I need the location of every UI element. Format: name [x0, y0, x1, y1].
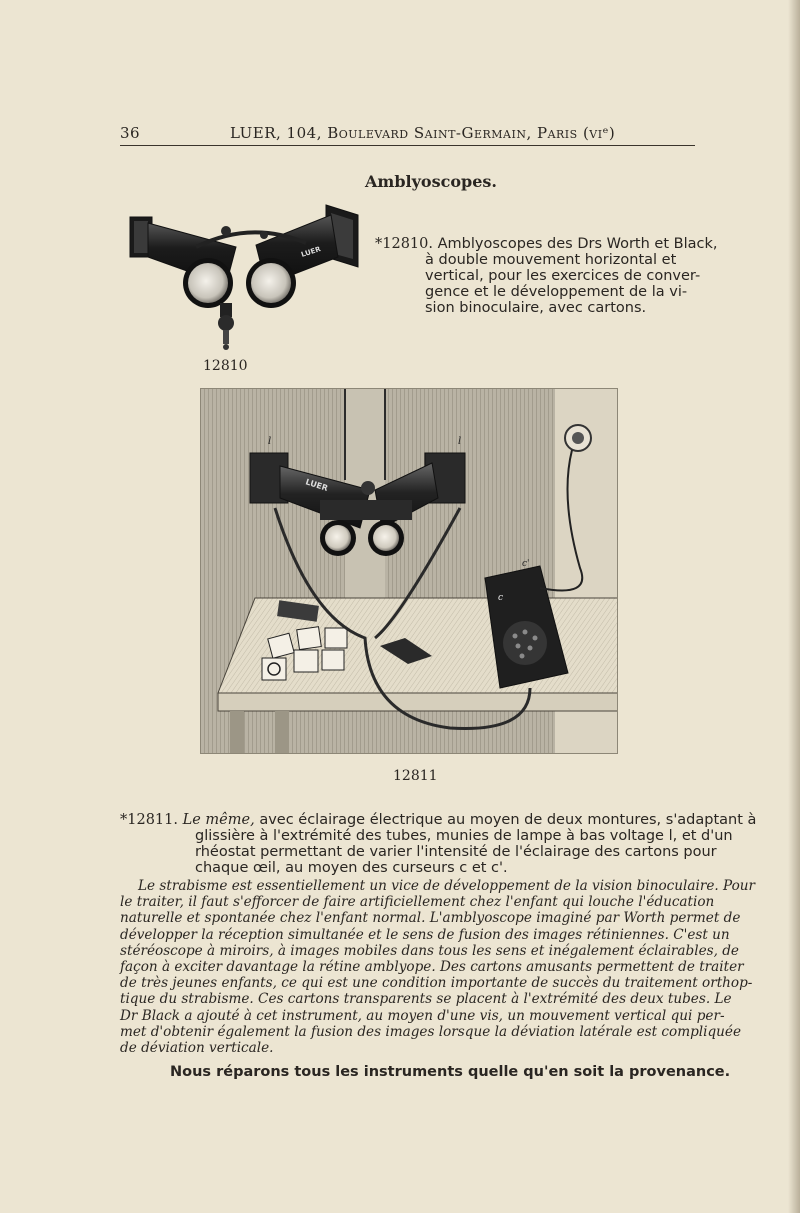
figure-label-12811: 12811: [393, 768, 438, 784]
paragraph-line: Dr Black a ajouté à cet instrument, au moyen d'une vis, un mouvement vertical qui per-: [120, 1007, 725, 1024]
item-12811-description: [120, 812, 757, 876]
paragraph-line: le traiter, il faut s'efforcer de faire artificiellement chez l'enfant qui louche l'éducation: [120, 894, 715, 911]
item-12810-description: [375, 236, 718, 316]
page-number: 36: [120, 124, 141, 142]
cursor-label: c': [522, 559, 530, 569]
item-line: sion binoculaire, avec cartons.: [425, 300, 647, 316]
svg-text:LUER: LUER: [300, 245, 322, 259]
header-rule: [120, 145, 695, 146]
item-line: rhéostat permettant de varier l'intensité de l'éclairage des cartons pour: [195, 844, 717, 860]
repair-notice: Nous réparons tous les instruments quelle qu'en soit la provenance.: [170, 1064, 731, 1080]
paragraph-line: de très jeunes enfants, ce qui est une condition importante de succès du traitement orthop-: [120, 975, 753, 992]
strabismus-paragraph: [120, 878, 756, 1057]
paragraph-line: naturelle et spontanée chez l'enfant normal. L'amblyoscope imaginé par Worth permet de: [120, 910, 741, 927]
item-line: avec éclairage électrique au moyen de deux montures, s'adaptant à: [259, 812, 757, 828]
section-title: Amblyoscopes.: [365, 172, 497, 191]
running-header: [120, 124, 695, 146]
paragraph-line: de déviation verticale.: [120, 1040, 274, 1057]
item-line: chaque œil, au moyen des curseurs c et c'.: [195, 860, 508, 876]
amblyoscope-12811-illustration: [200, 388, 618, 754]
cursor-label: c: [498, 593, 504, 603]
item-number: *12810.: [375, 236, 433, 252]
paragraph-line: développer la réception simultanée et le sens de fusion des images rétiniennes. C'est un: [120, 926, 730, 943]
lamp-label: l: [458, 436, 462, 447]
item-number: *12811.: [120, 812, 178, 828]
running-title: LUER, 104, Boulevard Saint-Germain, Paris (viᵉ): [230, 124, 616, 142]
page-edge-shadow: [788, 0, 800, 1213]
paragraph-line: stéréoscope à miroirs, à images mobiles dans tous les sens et inégalement éclairables, de: [120, 942, 739, 959]
item-line: glissière à l'extrémité des tubes, munies de lampe à bas voltage l, et d'un: [195, 828, 733, 844]
paragraph-line: met d'obtenir également la fusion des images lorsque la déviation latérale est compliquée: [120, 1023, 742, 1040]
svg-text:LUER: LUER: [304, 477, 329, 493]
item-line: gence et le développement de la vi-: [425, 284, 688, 300]
paragraph-line: tique du strabisme. Ces cartons transparents se placent à l'extrémité des deux tubes. Le: [120, 991, 732, 1008]
figure-label-12810: 12810: [203, 358, 248, 374]
paragraph-line: Le strabisme est essentiellement un vice de développement de la vision binoculaire. Pour: [138, 878, 756, 894]
lamp-label: l: [268, 436, 272, 447]
paragraph-line: façon à exciter davantage la rétine amblyope. Des cartons amusants permettent de traiter: [120, 959, 744, 976]
item-line: Amblyoscopes des Drs Worth et Black,: [437, 236, 718, 252]
item-line: vertical, pour les exercices de conver-: [425, 268, 701, 284]
amblyoscope-12810-illustration: [126, 195, 376, 355]
item-lead-italic: Le même,: [182, 812, 255, 828]
item-line: à double mouvement horizontal et: [425, 252, 677, 268]
